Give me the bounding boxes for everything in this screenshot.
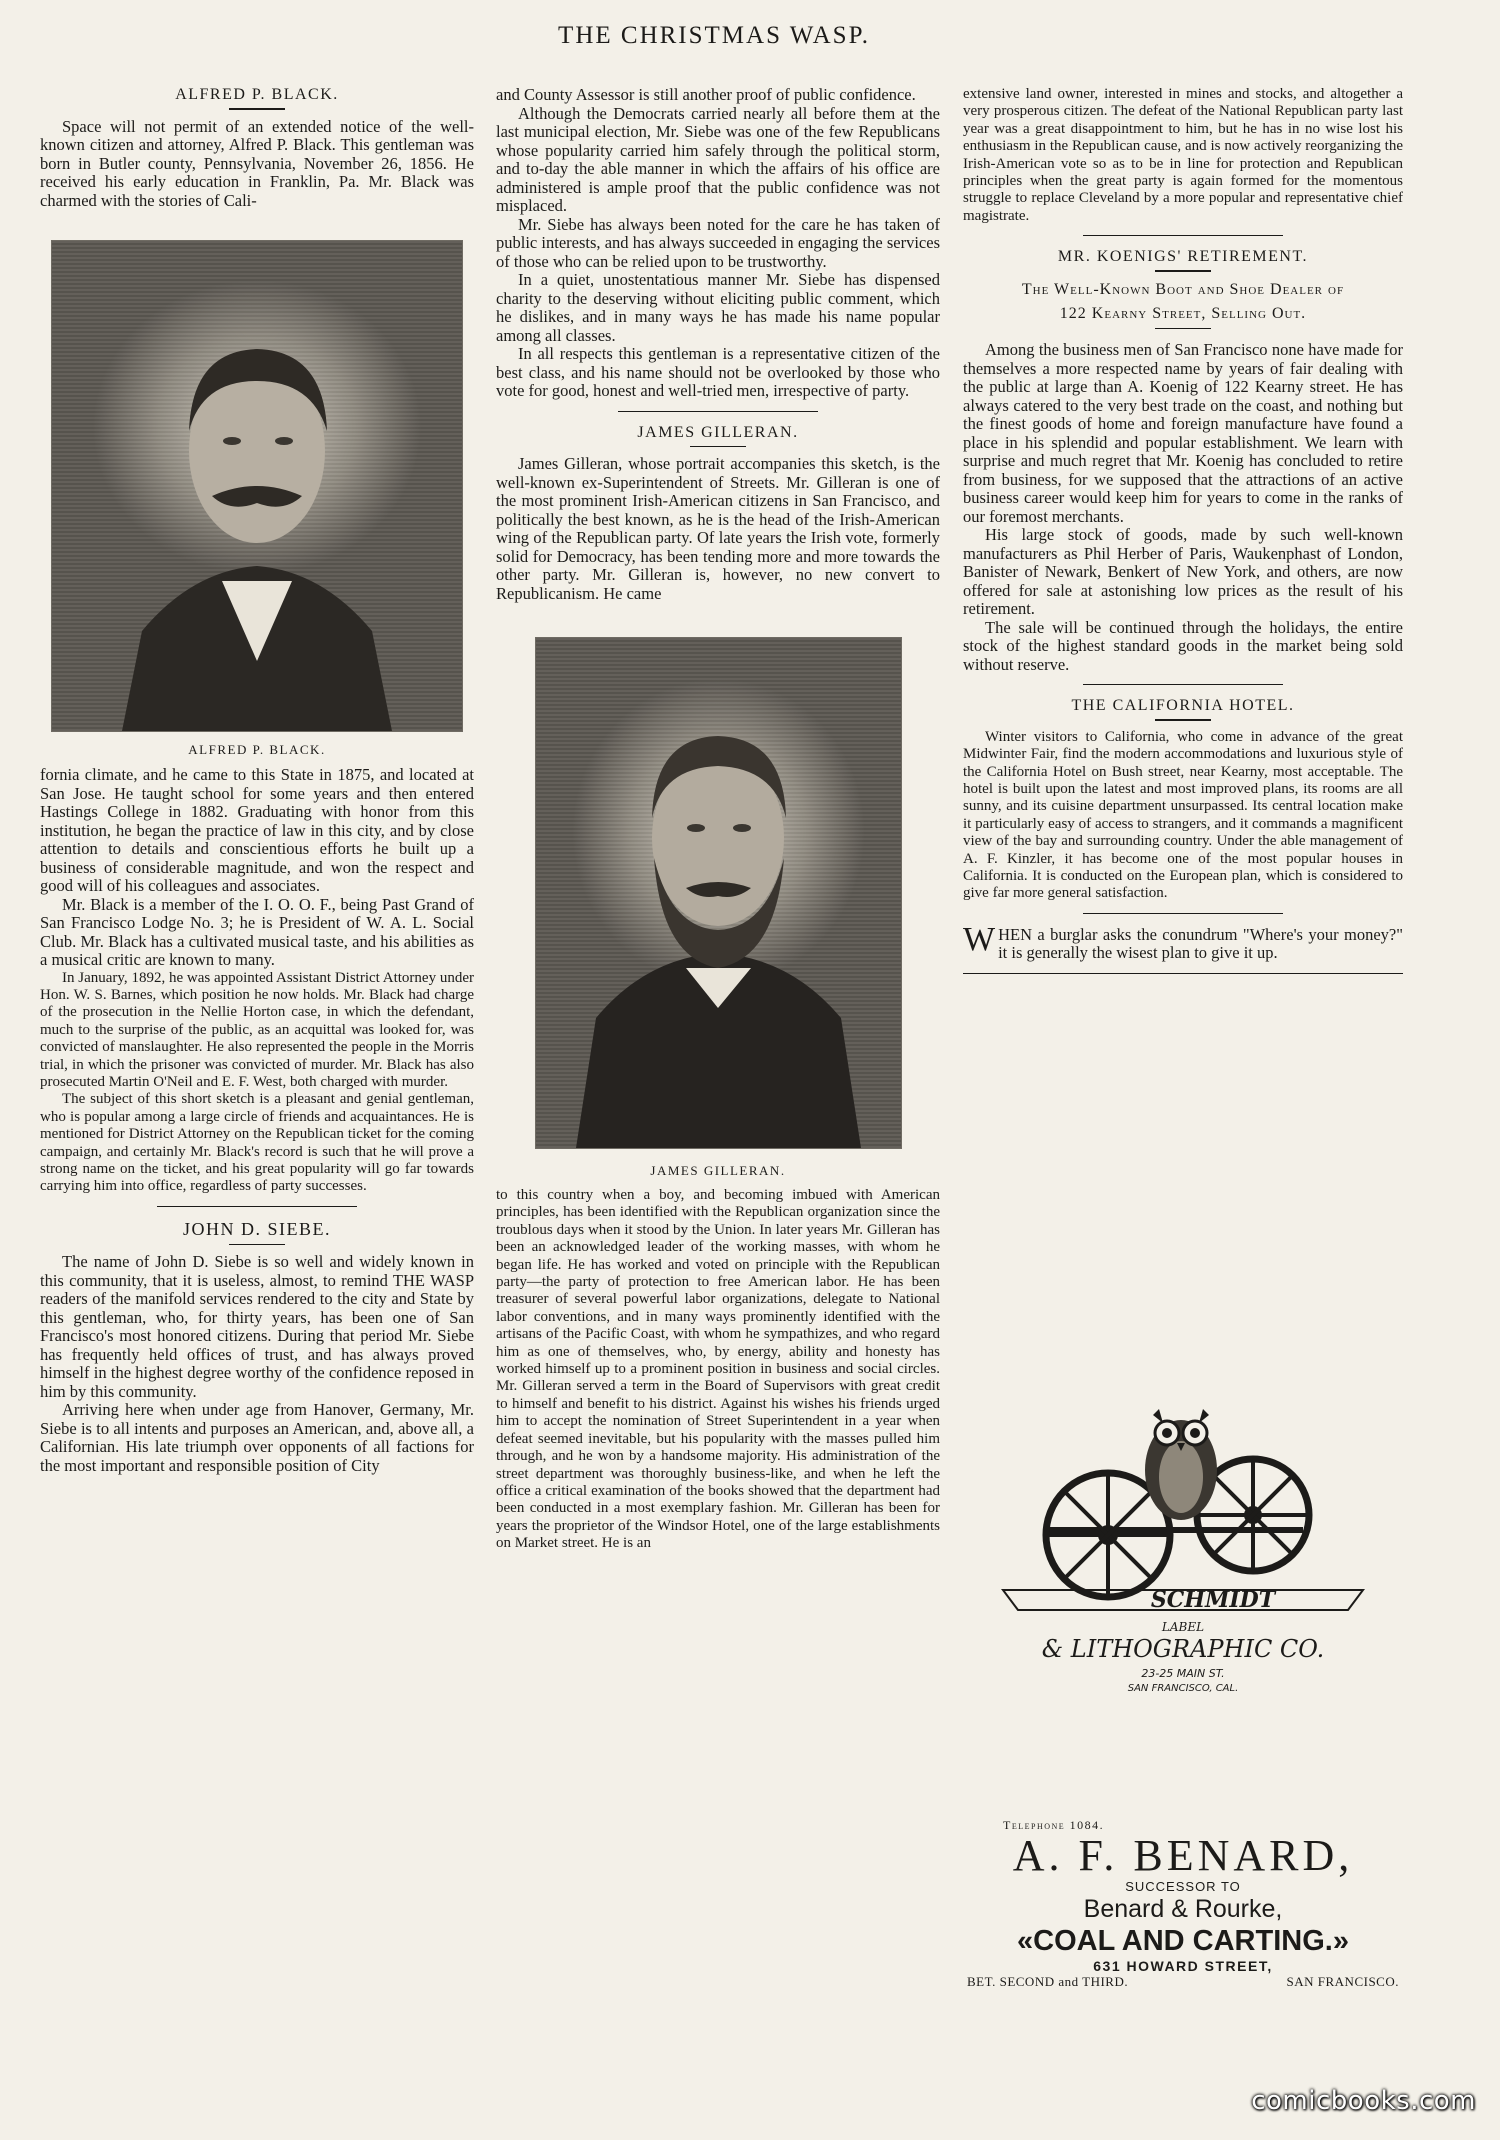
siebe-p1: The name of John D. Siebe is so well and widely known in this community, that it is useless, almost, to remind THE WASP readers of the manifold services rendered to the city and State by this gentleman, who, for thirty years, has been one of San Francisco's most honored citizens. During that period Mr. Siebe has frequently held offices of trust, and has always proved himself in the highest degree worthy of the confidence reposed in him by this community. (40, 1252, 474, 1401)
portrait-alfred-black (51, 240, 463, 732)
burglar-text: HEN a burglar asks the conundrum "Where's your money?" it is generally the wisest plan to give it up. (998, 924, 1403, 963)
portrait-figure (536, 638, 901, 1148)
black-p2: Mr. Black is a member of the I. O. O. F., being Past Grand of San Francisco Lodge No. 3; he is President of W. A. L. Social Club. Mr. Black has a cultivated musical taste, and his abilities as a musical critic are known to many. (40, 894, 474, 969)
heading-koenig: MR. KOENIGS' RETIREMENT. (1057, 248, 1309, 266)
heading-rule (1155, 328, 1211, 330)
burglar-note (963, 920, 1403, 963)
column-left (40, 86, 474, 1475)
black-p4: The subject of this short sketch is a pleasant and genial gentleman, who is popular among a large circle of friends and acquaintances. He is mentioned for District Attorney on the Republican ticket for the coming campaign, and certainly Mr. Black's record is such that he will prove a strong name on the ticket, and his great popularity will go far towards carrying him into office, regardless of party successes. (40, 1091, 474, 1195)
siebe-p7: In all respects this gentleman is a representative citizen of the best class, and his name should not be overlooked by those who vote for good, honest and well-tried men, irrespective of party. (496, 344, 940, 400)
benard-street: 631 HOWARD STREET, (1093, 1958, 1273, 1974)
gilleran-p3: extensive land owner, interested in mines and stocks, and altogether a very prosperous citizen. The defeat of the National Republican party last year was a great disappointment to him, but he has in no wise lost his enthusiasm in the Republican cause, and is now actively reorganizing the Irish-American vote so as to be in line for protection and Republican principles when the great party is again formed for the momentous struggle to replace Cleveland by a more popular and representative chief magistrate. (963, 86, 1403, 224)
koenig-subhead-2: 122 Kearny Street, Selling Out. (1059, 304, 1307, 322)
heading-rule (229, 108, 285, 110)
hotel-p1: Winter visitors to California, who come in advance of the great Midwinter Fair, find the modern accommodations and luxurious style of the California Hotel on Bush street, near Kearny, most acceptable. The hotel is built upon the latest and most improved plans, its rooms are all sunny, and its cuisine department unsurpassed. Its central location make it particularly easy of access to strangers, and it commands a magnificent view of the bay and surrounding country. Under the able management of A. F. Kinzler, it has become one of the most popular houses in California. It is conducted on the European plan, which is considered to give far more general satisfaction. (963, 728, 1403, 902)
benard-firm: Benard & Rourke, (1083, 1895, 1283, 1923)
schmidt-litho: & LITHOGRAPHIC CO. (1041, 1635, 1325, 1663)
watermark: comicbooks.com (1251, 2086, 1476, 2116)
ad-separator (963, 973, 1403, 974)
portrait-james-gilleran (535, 637, 902, 1149)
koenig-p2: His large stock of goods, made by such well-known manufacturers as Phil Herber of Paris, Waukenphast of London, Banister of Newark, Benkert of New York, and others, are now offered for sale at astonishing low prices as the result of his retirement. (963, 525, 1403, 619)
telephone-number: Telephone 1084. (1003, 1818, 1105, 1832)
benard-footer (963, 1974, 1403, 1990)
benard-business: «COAL AND CARTING.» (1017, 1925, 1349, 1957)
section-rule (1083, 684, 1283, 685)
heading-rule (1155, 270, 1211, 272)
schmidt-name: SCHMIDT (1150, 1587, 1276, 1613)
masthead: THE CHRISTMAS WASP. (558, 22, 870, 49)
benard-successor: SUCCESSOR TO (1125, 1879, 1241, 1894)
column-middle (496, 86, 940, 1553)
heading-siebe: JOHN D. SIEBE. (182, 1218, 331, 1239)
black-p1: fornia climate, and he came to this State in 1875, and located at San Jose. He taught school for some years and then entered Hastings College in 1882. Graduating with honor from this institution, he began the practice of law in this city, and by close attention to details and conscientious efforts he built up a business of considerable magnitude, and won the respect and good will of his colleagues and associates. (40, 765, 474, 895)
owl-icon (1145, 1409, 1217, 1520)
koenig-p3: The sale will be continued through the holidays, the entire stock of the highest standard goods in the market being sold without reserve. (963, 617, 1403, 674)
black-intro: Space will not permit of an extended notice of the well-known citizen and attorney, Alfred P. Black. This gentleman was born in Butler county, Pennsylvania, November 26, 1856. He received his early education in Franklin, Pa. Mr. Black was charmed with the stories of Cali- (40, 116, 474, 210)
heading-gilleran: JAMES GILLERAN. (637, 423, 799, 441)
caption-black: ALFRED P. BLACK. (188, 742, 326, 757)
siebe-p5: Mr. Siebe has always been noted for the care he has taken of public interests, and has always succeeded in engaging the services of those who can be relied upon to be trustworthy. (496, 214, 940, 271)
heading-rule (1155, 719, 1211, 721)
section-rule (1083, 913, 1283, 914)
gilleran-p1: James Gilleran, whose portrait accompanies this sketch, is the well-known ex-Superintendent of Streets. Mr. Gilleran is one of the most prominent Irish-American citizens in San Francisco, and politically the best known, as he is the head of the Irish-American wing of the Republican party. Of late years the Irish vote, formerly solid for Democracy, has been tending more and more towards the other party. Mr. Gilleran is, however, no new convert to Republicanism. He came (496, 454, 940, 603)
siebe-p2: Arriving here when under age from Hanover, Germany, Mr. Siebe is to all intents and purposes an American, and, above all, a Californian. His late triumph over opponents of all factions for the most important and responsible position of City (40, 1400, 474, 1475)
benard-advertisement (963, 1818, 1403, 1990)
heading-black: ALFRED P. BLACK. (175, 86, 339, 103)
portrait-figure (52, 241, 462, 731)
siebe-p6: In a quiet, unostentatious manner Mr. Siebe has dispensed charity to the deserving without eliciting public comment, which he dislikes, and in many ways he has made his name popular among all classes. (496, 270, 940, 345)
heading-rule (229, 1244, 285, 1246)
caption-gilleran: JAMES GILLERAN. (650, 1163, 786, 1178)
drop-cap: W (963, 920, 997, 958)
benard-between: BET. SECOND and THIRD. (967, 1974, 1129, 1989)
schmidt-advertisement (963, 1385, 1403, 1715)
heading-hotel: THE CALIFORNIA HOTEL. (1071, 697, 1295, 715)
column-right (963, 86, 1403, 984)
schmidt-city: SAN FRANCISCO, CAL. (1127, 1683, 1239, 1694)
benard-city: SAN FRANCISCO. (1286, 1974, 1399, 1989)
heading-rule (690, 446, 746, 448)
schmidt-address: 23-25 MAIN ST. (1141, 1667, 1225, 1680)
siebe-p3: and County Assessor is still another proof of public confidence. (496, 85, 916, 104)
koenig-subhead-1: The Well-Known Boot and Shoe Dealer of (1021, 280, 1345, 298)
black-p3: In January, 1892, he was appointed Assistant District Attorney under Hon. W. S. Barnes, which position he now holds. Mr. Black had charge of the prosecution in the Nellie Horton case, in which the defendant, much to the surprise of the public, as an acquittal was looked for, was convicted of manslaughter. He also represented the people in the Morris trial, in which the prisoner was convicted of murder. Mr. Black has also prosecuted Martin O'Neil and E. F. West, both charged with murder. (40, 969, 474, 1090)
koenig-p1: Among the business men of San Francisco none have made for themselves a more respected name by years of fair dealing with the public at large than A. Koenig of 122 Kearny street. He has always catered to the very best trade on the coast, and nothing but the finest goods of home and foreign manufacture have found a place in his splendid and popular establishment. We learn with surprise and much regret that Mr. Koenig has concluded to retire from business, for we supposed that the attractions of an active business career would keep him for years to come in the ranks of our foremost merchants. (963, 340, 1403, 526)
siebe-p4: Although the Democrats carried nearly all before them at the last municipal election, Mr. Siebe was one of the few Republicans whose popularity carried him safely through the political storm, and to-day the able manner in which the affairs of his office are administered is ample proof that the public confidence was not misplaced. (496, 103, 940, 215)
owl-wheels-illustration (963, 1385, 1403, 1715)
section-rule (618, 411, 818, 412)
section-rule (157, 1206, 357, 1207)
gilleran-p2: to this country when a boy, and becoming imbued with American principles, has been identified with the Republican organization since the troublous days when it stood by the Union. In later years Mr. Gilleran has been an acknowledged leader of the working masses, with whom he began life. He has worked and voted on principle with the Republican party—the party of protection to free American labor. He has been treasurer of several powerful labor organizations, delegate to National labor conventions, and in many ways prominently identified with the artisans of the Pacific Coast, with whom he sympathizes, and who regard him as one of themselves, who, by energy, ability and honesty has worked himself up to a prominent position in business and social circles. Mr. Gilleran served a term in the Board of Supervisors with great credit to himself and benefit to his district. Against his wishes his friends urged him to accept the nomination of Street Superintendent in a year when defeat seemed inevitable, but his popularity with the masses pulled him through, and he won by a handsome majority. His administration of the street department was thoroughly business-like, and when he left the office a critical examination of the books showed that the department had been conducted in a most exemplary fashion. Mr. Gilleran has been for years the proprietor of the Windsor Hotel, one of the large establishments on Market street. He is an (496, 1187, 940, 1552)
benard-name: A. F. BENARD, (1012, 1831, 1354, 1880)
section-rule (1083, 235, 1283, 236)
schmidt-label: LABEL (1161, 1620, 1205, 1634)
